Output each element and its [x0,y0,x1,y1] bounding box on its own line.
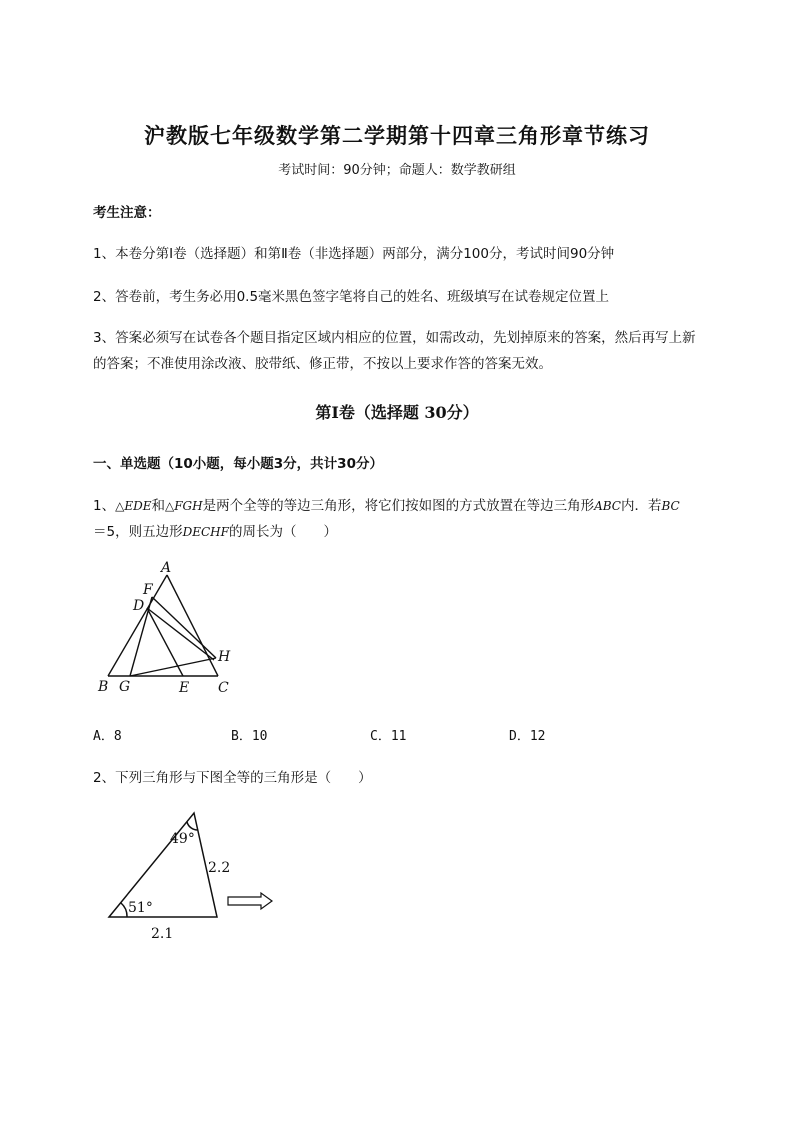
math-term: BC [661,499,680,513]
arrow-icon [228,893,272,909]
angle-label-left: 51° [128,900,153,916]
label-e: E [179,680,190,696]
notice-item-3: 3、答案必须写在试卷各个题目指定区域内相应的位置，如需改动，先划掉原来的答案，然后再写上新 [93,330,696,346]
question-text: 和 [151,498,165,514]
math-term: △FGH [164,499,203,513]
angle-label-top: 49° [170,831,195,847]
option-d: D．12 [509,729,546,744]
option-b: B．10 [231,729,268,744]
math-term: △EDE [115,499,152,513]
question-number: 1、 [93,498,116,514]
notice-item-3-cont: 的答案；不准使用涂改液、胶带纸、修正带，不按以上要求作答的答案无效。 [93,356,552,372]
label-f: F [143,582,153,598]
angle-arc-left [121,903,127,917]
reference-triangle [109,813,217,917]
math-term: DECHF [182,525,229,539]
segment-fh [152,597,216,658]
label-a: A [161,560,172,576]
question-text: 内．若 [620,498,662,514]
label-b: B [98,679,109,695]
exam-info: 考试时间：90分钟；命题人：数学教研组 [278,163,516,178]
page-title: 沪教版七年级数学第二学期第十四章三角形章节练习 [144,123,650,148]
question-1-line-2 [93,520,337,540]
notice-item-2: 2、答卷前，考生务必用0.5毫米黑色签字笔将自己的姓名、班级填写在试卷规定位置上 [93,289,610,305]
side-label-right: 2.2 [208,860,231,876]
side-label-bottom: 2.1 [151,926,174,942]
segment-de [147,608,183,676]
triangle-figure-1 [90,555,250,700]
math-term: ABC [594,499,621,513]
segment-gh [130,658,216,676]
option-c: C．11 [370,729,407,744]
label-c: C [218,680,229,696]
question-1-line-1 [93,494,680,514]
side-ab [108,575,167,676]
label-h: H [218,649,231,665]
label-g: G [119,679,131,695]
part-title: 一、单选题（10小题，每小题3分，共计30分） [93,456,383,472]
question-text: ＝5，则五边形 [93,524,183,540]
triangle-figure-2 [100,805,280,945]
option-a: A．8 [93,729,122,744]
notice-item-1: 1、本卷分第Ⅰ卷（选择题）和第Ⅱ卷（非选择题）两部分，满分100分，考试时间90分钟 [93,246,615,262]
label-d: D [133,598,145,614]
question-text: 是两个全等的等边三角形，将它们按如图的方式放置在等边三角形 [202,498,595,514]
question-text: 的周长为（ ） [228,524,337,540]
segment-d-inner [147,608,214,660]
question-2-stem: 2、下列三角形与下图全等的三角形是（ ） [93,770,372,786]
section-title: 第Ⅰ卷（选择题 30分） [315,403,479,422]
notice-heading: 考生注意： [93,205,161,221]
